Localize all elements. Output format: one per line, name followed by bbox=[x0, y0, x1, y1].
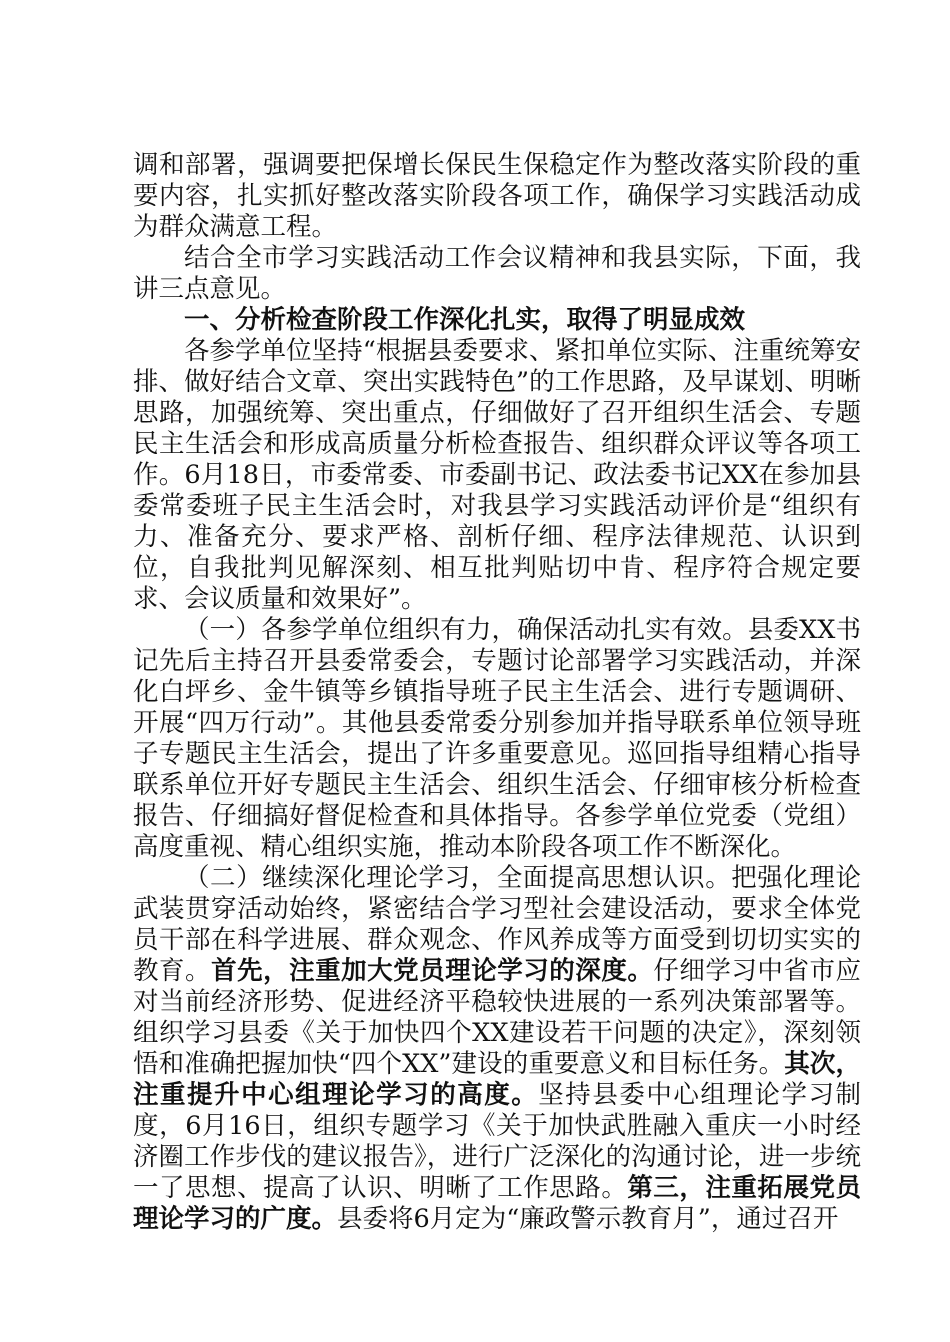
paragraph-overview: 各参学单位坚持“根据县委要求、紧扣单位实际、注重统筹安排、做好结合文章、突出实践特色”的工作思路，及早谋划、明晰思路，加强统筹、突出重点，仔细做好了召开组织生活会、专题民主生活会和形成高质量分析检查报告、组织群众评议等各项工作。6月18日，市委常委、市委副书记、政法委书记XX在参加县委常委班子民主生活会时，对我县学习实践活动评价是“组织有力、准备充分、要求严格、剖析仔细、程序法律规范、认识到位，自我批判见解深刻、相互批判贴切中肯、程序符合规定要求、会议质量和效果好”。 bbox=[133, 336, 861, 614]
paragraph-text: （二）继续深化理论学习，全面提高思想认识。把强化理论武装贯穿活动始终，紧密结合学习型社会建设活动，要求全体党员干部在科学进展、群众观念、作风养成等方面受到切切实实的教育。 bbox=[133, 863, 861, 986]
paragraph-text: 县委将6月定为“廉政警示教育月”，通过召开 bbox=[337, 1204, 839, 1234]
paragraph-subsection-2 bbox=[133, 863, 861, 1235]
bold-phrase-third: 第三，注重拓展党员理论学习的广度。 bbox=[133, 1173, 861, 1234]
bold-phrase-first: 首先，注重加大党员理论学习的深度。 bbox=[211, 956, 654, 986]
bold-phrase-second: 其次，注重提升中心组理论学习的高度。 bbox=[133, 1049, 861, 1110]
section-heading: 一、分析检查阶段工作深化扎实，取得了明显成效 bbox=[184, 305, 746, 335]
paragraph-text: 仔细学习中省市应对当前经济形势、促进经济平稳较快进展的一系列决策部署等。组织学习县委《关于加快四个XX建设若干问题的决定》，深刻领悟和准确把握加快“四个XX”建设的重要意义和目标任务。 bbox=[133, 956, 861, 1079]
paragraph-subsection-1: （一）各参学单位组织有力，确保活动扎实有效。县委XX书记先后主持召开县委常委会，专题讨论部署学习实践活动，并深化白坪乡、金牛镇等乡镇指导班子民主生活会、进行专题调研、开展“四万行动”。其他县委常委分别参加并指导联系单位领导班子专题民主生活会，提出了许多重要意见。巡回指导组精心指导联系单位开好专题民主生活会、组织生活会、仔细审核分析检查报告、仔细搞好督促检查和具体指导。各参学单位党委（党组）高度重视、精心组织实施，推动本阶段各项工作不断深化。 bbox=[133, 615, 861, 862]
document-body bbox=[133, 150, 861, 1235]
paragraph-text: 坚持县委中心组理论学习制度，6月16日，组织专题学习《关于加快武胜融入重庆一小时经济圈工作步伐的建议报告》，进行广泛深化的沟通讨论，进一步统一了思想、提高了认识、明晰了工作思路。 bbox=[133, 1080, 861, 1203]
paragraph-intro: 结合全市学习实践活动工作会议精神和我县实际，下面，我讲三点意见。 bbox=[133, 243, 861, 304]
paragraph-continuation: 调和部署，强调要把保增长保民生保稳定作为整改落实阶段的重要内容，扎实抓好整改落实阶段各项工作，确保学习实践活动成为群众满意工程。 bbox=[133, 150, 861, 242]
